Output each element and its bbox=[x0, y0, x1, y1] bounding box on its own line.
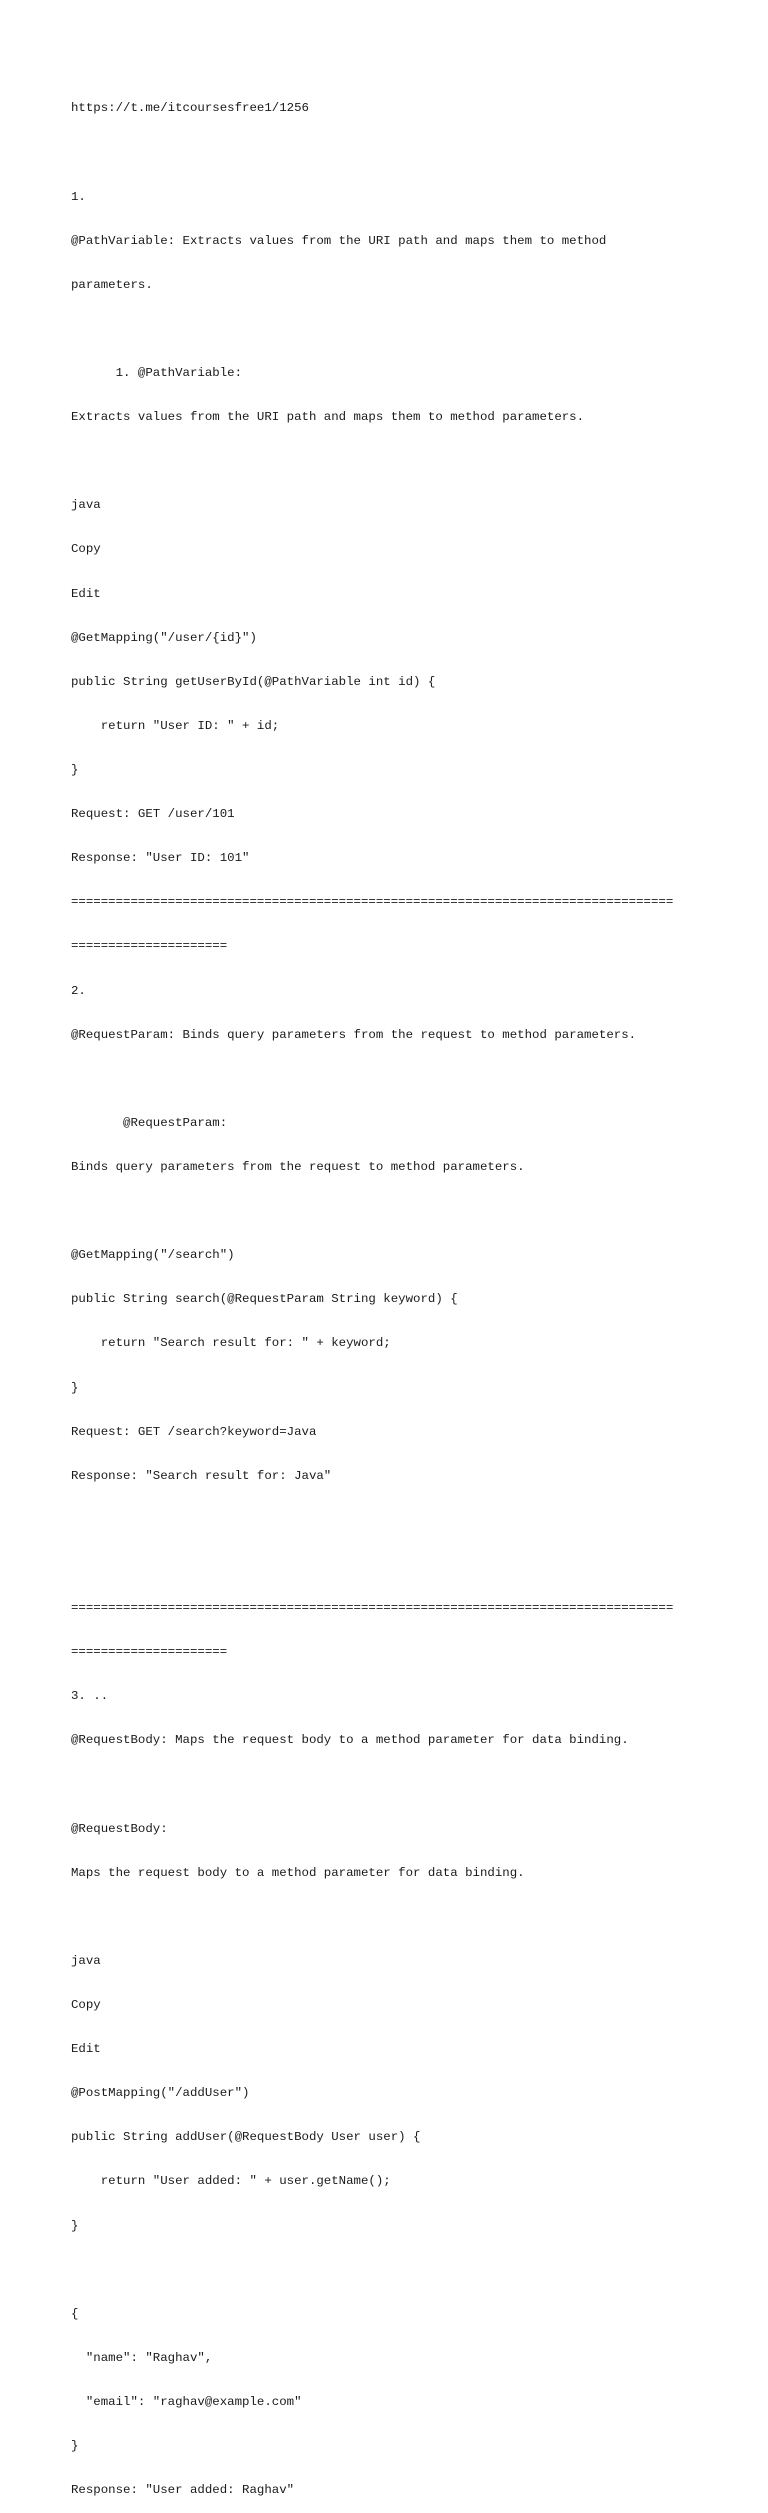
code-line: } bbox=[71, 763, 79, 777]
text-line: @RequestParam: Binds query parameters from the request to method parameters. bbox=[71, 1027, 637, 1042]
text-line: parameters. bbox=[71, 277, 153, 292]
code-line: } bbox=[71, 2218, 79, 2233]
subheading: @RequestParam: bbox=[71, 1115, 228, 1130]
code-line: public String getUserById(@PathVariable int id) { bbox=[71, 674, 436, 689]
code-line: return "Search result for: " + keyword; bbox=[71, 1336, 391, 1351]
section-number: 1. bbox=[71, 189, 86, 204]
subheading: 1. @PathVariable: bbox=[71, 366, 243, 381]
blank-line bbox=[71, 1557, 731, 1572]
code-language-label: java bbox=[71, 1953, 101, 1968]
text-line: Extracts values from the URI path and maps them to method parameters. bbox=[71, 410, 585, 425]
blank-line bbox=[71, 454, 731, 469]
response-line: Response: "User ID: 101" bbox=[71, 851, 250, 866]
edit-label: Edit bbox=[71, 2042, 101, 2057]
response-line: Response: "User added: Raghav" bbox=[71, 2483, 295, 2498]
code-line: return "User ID: " + id; bbox=[71, 718, 280, 733]
copy-label: Copy bbox=[71, 542, 101, 557]
request-line: Request: GET /search?keyword=Java bbox=[71, 1424, 317, 1439]
copy-label: Copy bbox=[71, 1997, 101, 2012]
code-line: public String search(@RequestParam String keyword) { bbox=[71, 1292, 458, 1307]
code-line: @PostMapping("/addUser") bbox=[71, 2086, 250, 2101]
blank-line bbox=[71, 1910, 731, 1925]
blank-line bbox=[71, 1777, 731, 1792]
json-line: } bbox=[71, 2439, 79, 2454]
blank-line bbox=[71, 146, 731, 161]
blank-line bbox=[71, 2263, 731, 2278]
code-line: public String addUser(@RequestBody User user) { bbox=[71, 2130, 421, 2145]
text-line: @PathVariable: Extracts values from the URI path and maps them to method bbox=[71, 233, 607, 248]
separator-line: ================================================================================= bbox=[71, 895, 674, 910]
blank-line bbox=[71, 1204, 731, 1219]
blank-line bbox=[71, 1072, 731, 1087]
code-line: @GetMapping("/search") bbox=[71, 1248, 235, 1263]
blank-line bbox=[71, 322, 731, 337]
json-line: { bbox=[71, 2306, 79, 2321]
document-body bbox=[71, 72, 731, 2513]
source-link[interactable]: https://t.me/itcoursesfree1/1256 bbox=[71, 101, 309, 116]
section-number: 3. .. bbox=[71, 1689, 109, 1704]
section-number: 2. bbox=[71, 983, 86, 998]
separator-line: ===================== bbox=[71, 939, 228, 954]
code-language-label: java bbox=[71, 498, 101, 513]
code-line: @GetMapping("/user/{id}") bbox=[71, 630, 257, 645]
text-line: Maps the request body to a method parameter for data binding. bbox=[71, 1865, 525, 1880]
text-line: @RequestBody: Maps the request body to a method parameter for data binding. bbox=[71, 1733, 629, 1748]
text-line: Binds query parameters from the request to method parameters. bbox=[71, 1159, 525, 1174]
code-line: } bbox=[71, 1380, 79, 1395]
subheading: @RequestBody: bbox=[71, 1821, 168, 1836]
response-line: Response: "Search result for: Java" bbox=[71, 1468, 332, 1483]
request-line: Request: GET /user/101 bbox=[71, 807, 235, 822]
json-line: "email": "raghav@example.com" bbox=[71, 2394, 302, 2409]
code-line: return "User added: " + user.getName(); bbox=[71, 2174, 391, 2189]
blank-line bbox=[71, 1513, 731, 1528]
separator-line: ================================================================================= bbox=[71, 1601, 674, 1616]
edit-label: Edit bbox=[71, 586, 101, 601]
json-line: "name": "Raghav", bbox=[71, 2350, 213, 2365]
separator-line: ===================== bbox=[71, 1645, 228, 1660]
